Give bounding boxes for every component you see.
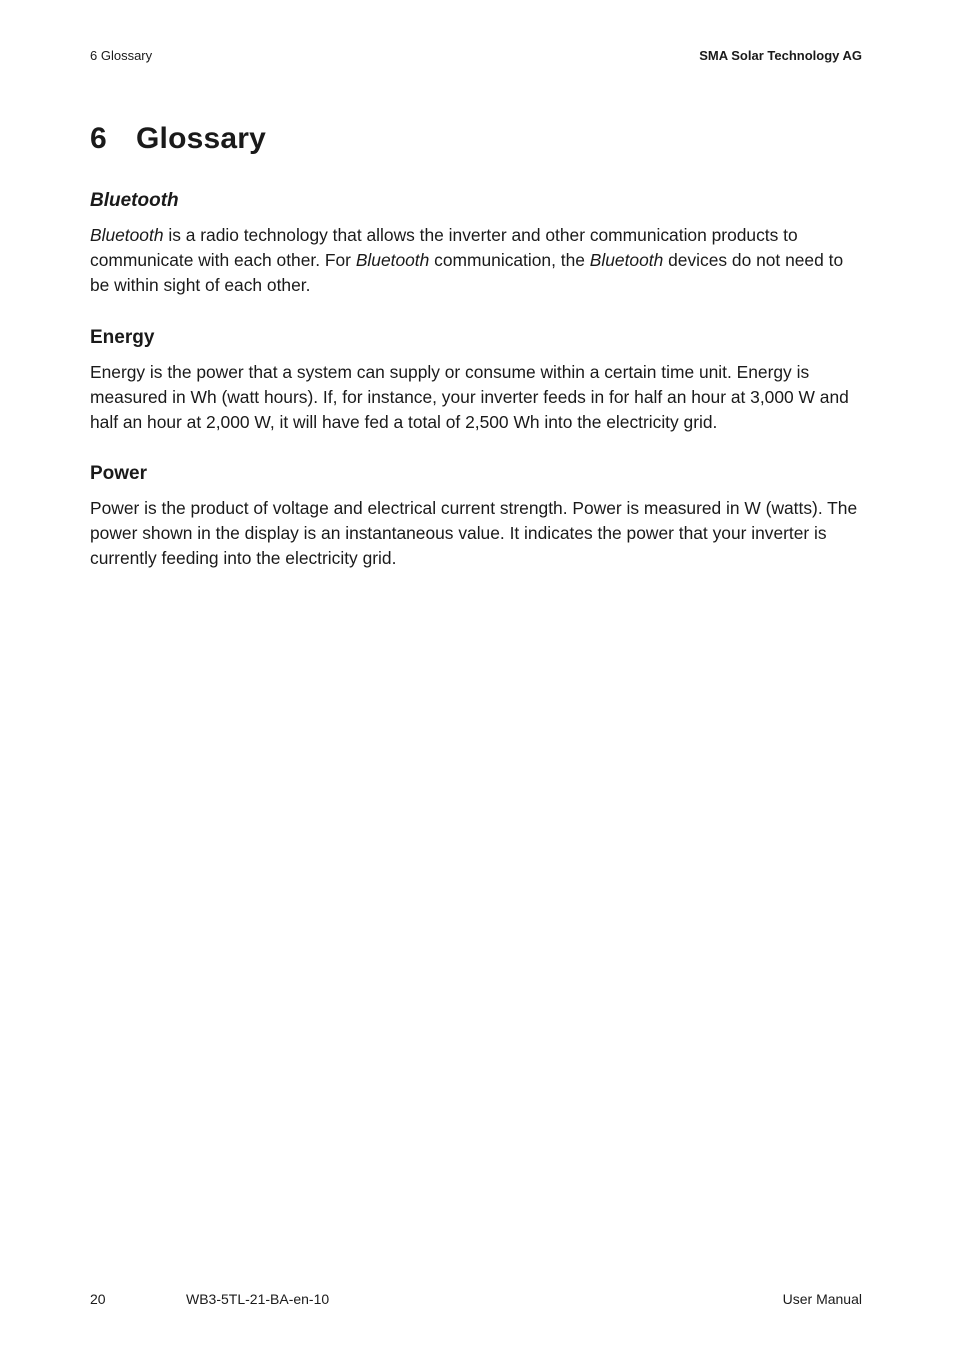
term-emphasis: Bluetooth [355,250,430,270]
header-company-name: SMA Solar Technology AG [699,48,862,63]
document-page [90,0,862,1352]
definition-text: is a radio technology that allows the inverter and other communication products to communicate with each other. For [90,225,798,270]
running-footer [90,1291,862,1311]
document-type: User Manual [782,1291,862,1307]
definition-text: Power is the product of voltage and electrical current strength. Power is measured in W (watts). The power shown in the display is an instantaneous value. It indicates the power that your inverter is currently feeding into the electricity grid. [90,498,858,568]
definition-text: devices do not need to be within sight of each other. [90,250,844,295]
document-code: WB3-5TL-21-BA-en-10 [186,1291,330,1307]
glossary-definition [90,223,862,298]
running-header [90,48,862,68]
page-number: 20 [90,1291,106,1307]
glossary-entry-bluetooth [90,188,862,298]
chapter-number: 6 [90,122,107,155]
glossary-entry-energy [90,325,862,435]
glossary-definition [90,360,862,435]
glossary-term: Bluetooth [90,190,179,211]
header-section-reference: 6 Glossary [90,48,153,63]
chapter-title-text: Glossary [136,122,267,155]
definition-text: communication, the [429,250,590,270]
glossary-definition [90,496,862,571]
glossary-term: Energy [90,327,155,348]
term-emphasis: Bluetooth [90,225,164,245]
chapter-title [90,122,266,156]
term-emphasis: Bluetooth [589,250,664,270]
definition-text: Energy is the power that a system can supply or consume within a certain time unit. Energy is measured in Wh (watt hours). If, for instance, your inverter feeds in for half an hour at 3,000 W and half an hour at 2,000 W, it will have fed a total of 2,500 Wh into the electricity grid. [90,362,849,432]
glossary-term: Power [90,463,148,484]
glossary-entry-power [90,461,862,571]
